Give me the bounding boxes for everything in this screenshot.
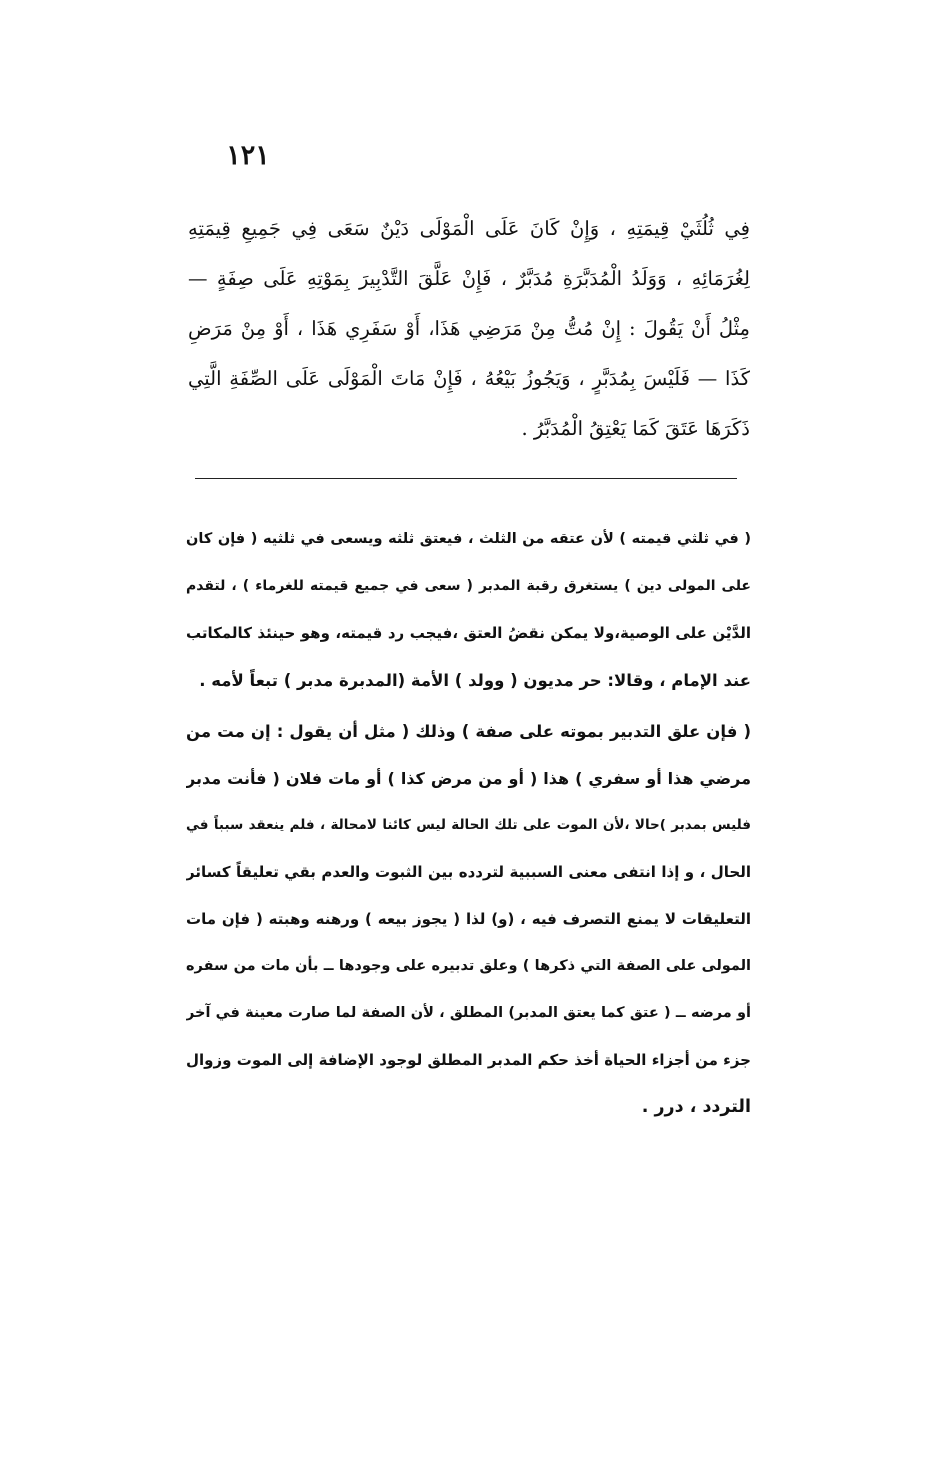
- main-text-line: لِغُرَمَائِهِ ، وَوَلَدُ الْمُدَبَّرَةِ مُدَبَّرٌ ، فَإِنْ عَلَّقَ التَّدْبِيرَ بِمَوْتِهِ عَلَى صِفَةٍ —: [188, 267, 750, 290]
- commentary-line: على المولى دين ) يستغرق رقبة المدبر ( سعى في جميع قيمته للغرماء ) ، لتقدم: [186, 578, 751, 594]
- main-text-block: [188, 204, 750, 454]
- commentary-block: [186, 516, 751, 1131]
- commentary-line: الدَّيْن على الوصية،ولا يمكن نقضُ العتق ،فيجب رد قيمته، وهو حينئذ كالمكاتب: [186, 624, 751, 642]
- main-text-line: ذَكَرَهَا عَتَقَ كَمَا يَعْتِقُ الْمُدَبَّرُ .: [521, 417, 750, 440]
- commentary-line: المولى على الصفة التي ذكرها ) وعلق تدبيره على وجودها ــ بأن مات من سفره: [186, 958, 751, 974]
- commentary-line: أو مرضه ــ ( عتق كما يعتق المدبر) المطلق ، لأن الصفة لما صارت معينة في آخر: [186, 1005, 751, 1021]
- commentary-line: التردد ، درر .: [641, 1097, 751, 1117]
- commentary-line: التعليقات لا يمنع التصرف فيه ، (و) لذا ( يجوز بيعه ) ورهنه وهبته ( فإن مات: [186, 910, 751, 928]
- main-text-line: فِي ثُلُثَيْ قِيمَتِهِ ، وَإِنْ كَانَ عَلَى الْمَوْلَى دَيْنٌ سَعَى فِي جَمِيعِ قِيمَتِهِ: [188, 217, 750, 240]
- commentary-line: الحال ، و إذا انتفى معنى السببية لتردده بين الثبوت والعدم بقي تعليقاً كسائر: [186, 863, 751, 881]
- commentary-line: جزء من أجزاء الحياة أخذ حكم المدبر المطلق لوجود الإضافة إلى الموت وزوال: [186, 1051, 751, 1069]
- commentary-line: ( فإن علق التدبير بموته على صفة ) وذلك ( مثل أن يقول : إن مت من: [186, 722, 751, 741]
- main-text-line: كَذَا — فَلَيْسَ بِمُدَبَّرٍ ، وَيَجُوزُ بَيْعُهُ ، فَإِنْ مَاتَ الْمَوْلَى عَلَى الصِّفَةِ الَّتِي: [188, 367, 750, 390]
- commentary-line: ( في ثلثي قيمته ) لأن عتقه من الثلث ، فيعتق ثلثه ويسعى في ثلثيه ( فإن كان: [186, 531, 751, 547]
- page-number: ١٢١: [226, 140, 270, 171]
- commentary-line: عند الإمام ، وقالا: حر مديون ( وولد ) الأمة (المدبرة مدبر ) تبعاً لأمه .: [199, 671, 751, 690]
- section-divider: [195, 478, 737, 479]
- main-text-line: مِثْلُ أَنْ يَقُولَ : إِنْ مُتُّ مِنْ مَرَضِي هَذَا، أَوْ سَفَرِي هَذَا ، أَوْ مِنْ مَرَضِ: [188, 317, 750, 340]
- commentary-line: فليس بمدبر )حالا ،لأن الموت على تلك الحالة ليس كائنا لامحالة ، فلم ينعقد سبباً في: [186, 817, 751, 833]
- commentary-line: مرضي هذا أو سفري ) هذا ( أو من مرض كذا ) أو مات فلان ( فأنت مدبر: [186, 769, 751, 788]
